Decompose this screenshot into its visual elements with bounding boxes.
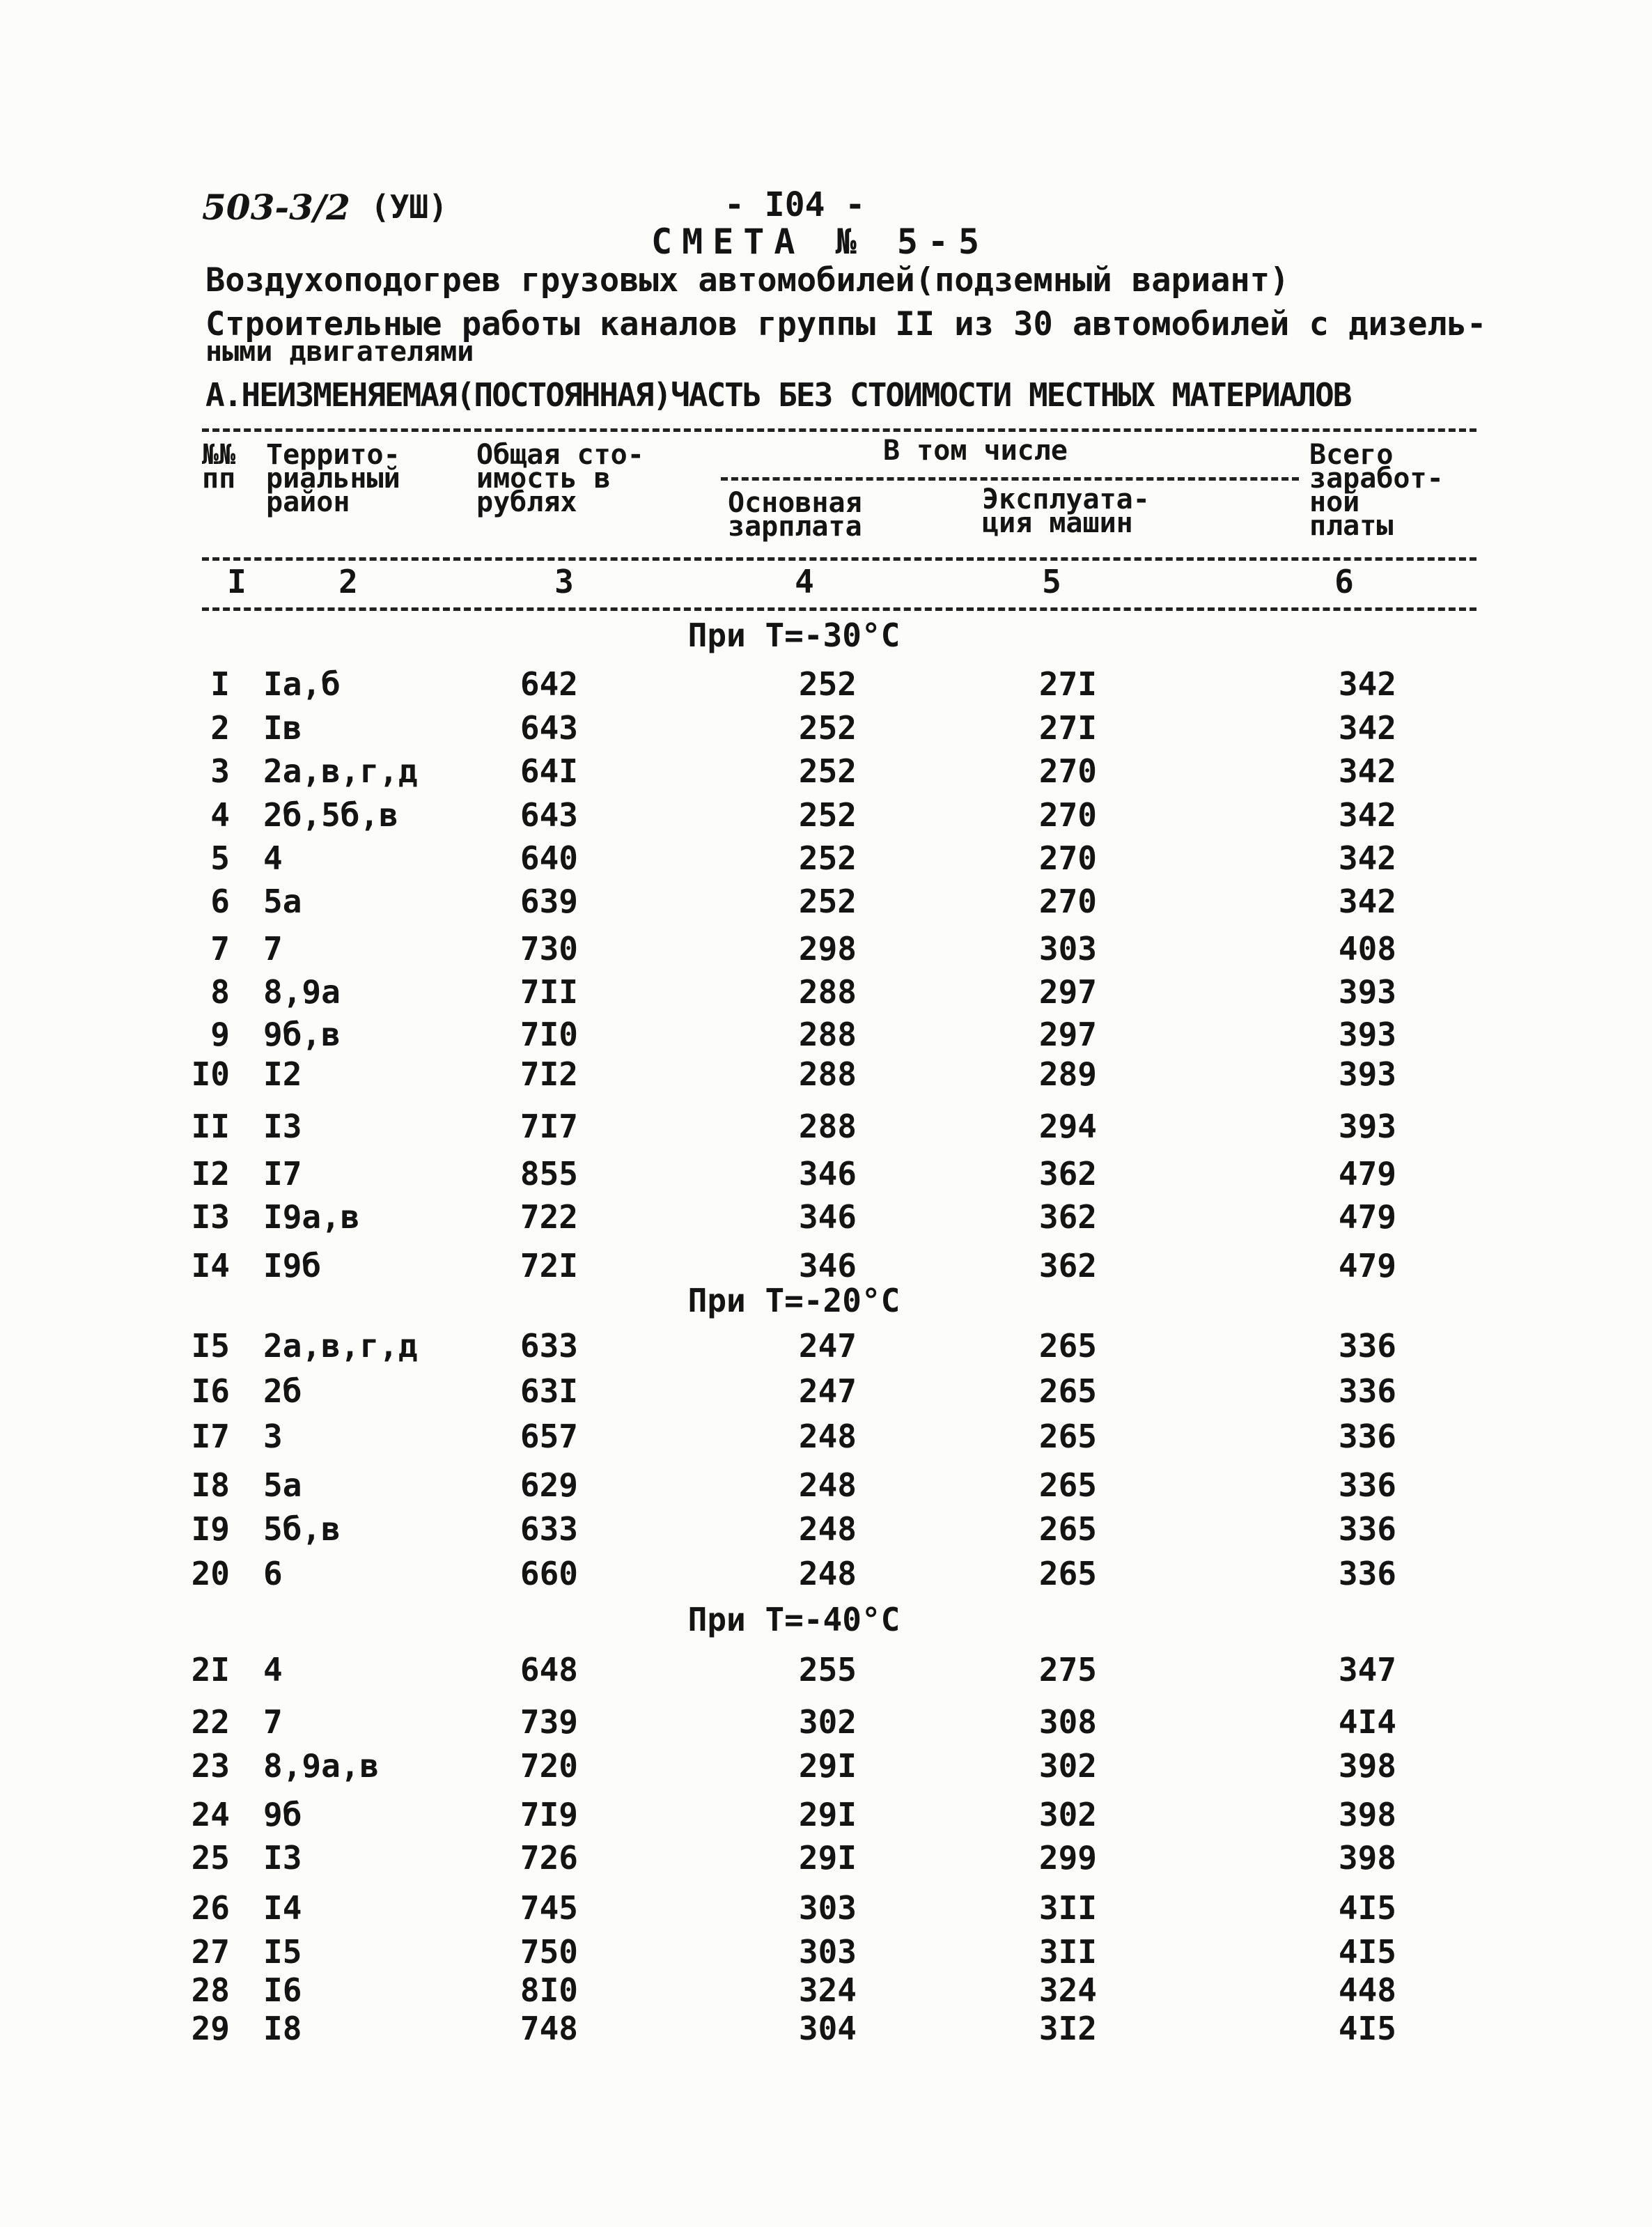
part-title: А.НЕИЗМЕНЯЕМАЯ(ПОСТОЯННАЯ)ЧАСТЬ БЕЗ СТОИМОСТИ МЕСТНЫХ МАТЕРИАЛОВ bbox=[205, 376, 1351, 414]
cell-total-cost: 748 bbox=[520, 2010, 578, 2047]
cell-row-number: I7 bbox=[191, 1418, 230, 1455]
cell-base-wages: 288 bbox=[798, 1055, 857, 1093]
cell-row-number: I6 bbox=[191, 1372, 230, 1410]
cell-total-cost: 7I7 bbox=[520, 1108, 578, 1145]
cell-total-wages: 342 bbox=[1338, 752, 1396, 790]
cell-total-wages: 393 bbox=[1338, 1108, 1396, 1145]
cell-total-cost: 64I bbox=[520, 752, 578, 790]
cell-base-wages: 29I bbox=[798, 1839, 857, 1877]
cell-machine-operation: 308 bbox=[1038, 1703, 1097, 1741]
cell-machine-operation: 362 bbox=[1038, 1247, 1097, 1285]
cell-total-wages: 398 bbox=[1338, 1796, 1396, 1833]
cell-base-wages: 255 bbox=[798, 1651, 857, 1689]
cell-base-wages: 247 bbox=[798, 1372, 857, 1410]
cell-district: 8,9а bbox=[263, 973, 341, 1011]
cell-base-wages: 288 bbox=[798, 1108, 857, 1145]
cell-base-wages: 252 bbox=[798, 796, 857, 834]
cell-total-wages: 342 bbox=[1338, 665, 1396, 703]
cell-district: I6 bbox=[263, 1971, 302, 2009]
cell-machine-operation: 275 bbox=[1038, 1651, 1097, 1689]
cell-machine-operation: 27I bbox=[1038, 665, 1097, 703]
cell-total-cost: 633 bbox=[520, 1327, 578, 1365]
cell-district: 5а bbox=[263, 883, 302, 920]
cell-machine-operation: 303 bbox=[1038, 930, 1097, 968]
cell-total-wages: 393 bbox=[1338, 1055, 1396, 1093]
cell-machine-operation: 265 bbox=[1038, 1418, 1097, 1455]
cell-row-number: 4 bbox=[210, 796, 230, 834]
cell-row-number: I3 bbox=[191, 1198, 230, 1236]
col-header-wages: Основная зарплата bbox=[728, 487, 862, 543]
cell-district: 5б,в bbox=[263, 1510, 341, 1548]
cell-base-wages: 29I bbox=[798, 1747, 857, 1785]
cell-base-wages: 247 bbox=[798, 1327, 857, 1365]
header-top-rule bbox=[202, 428, 1476, 432]
cell-district: 9б bbox=[263, 1796, 302, 1833]
cell-total-cost: 855 bbox=[520, 1155, 578, 1193]
cell-machine-operation: 362 bbox=[1038, 1198, 1097, 1236]
cell-row-number: II bbox=[191, 1108, 230, 1145]
document-section: (УШ) bbox=[371, 188, 448, 226]
cell-total-cost: 726 bbox=[520, 1839, 578, 1877]
subheader-rule bbox=[721, 477, 1299, 481]
cell-total-wages: 398 bbox=[1338, 1839, 1396, 1877]
cell-total-wages: 4I4 bbox=[1338, 1703, 1396, 1741]
cell-total-wages: 4I5 bbox=[1338, 2010, 1396, 2047]
cell-total-cost: 639 bbox=[520, 883, 578, 920]
cell-row-number: 7 bbox=[210, 930, 230, 968]
cell-total-cost: 648 bbox=[520, 1651, 578, 1689]
cell-district: 7 bbox=[263, 1703, 283, 1741]
cell-district: I3 bbox=[263, 1839, 302, 1877]
cell-machine-operation: 265 bbox=[1038, 1372, 1097, 1410]
cell-machine-operation: 3II bbox=[1038, 1889, 1097, 1927]
cell-district: I9б bbox=[263, 1247, 322, 1285]
cell-total-cost: 640 bbox=[520, 839, 578, 877]
cell-base-wages: 248 bbox=[798, 1466, 857, 1504]
title-line-1: Воздухоподогрев грузовых автомобилей(подземный вариант) bbox=[205, 261, 1290, 300]
cell-district: 3 bbox=[263, 1418, 283, 1455]
col-number-1: I bbox=[227, 563, 247, 600]
cell-row-number: 26 bbox=[191, 1889, 230, 1927]
cell-base-wages: 252 bbox=[798, 839, 857, 877]
cell-base-wages: 252 bbox=[798, 709, 857, 747]
cell-district: 4 bbox=[263, 839, 283, 877]
cell-district: I4 bbox=[263, 1889, 302, 1927]
cell-base-wages: 248 bbox=[798, 1555, 857, 1592]
cell-total-wages: 336 bbox=[1338, 1510, 1396, 1548]
cell-district: I7 bbox=[263, 1155, 302, 1193]
estimate-title: СМЕТА № 5-5 bbox=[651, 222, 990, 262]
cell-machine-operation: 27I bbox=[1038, 709, 1097, 747]
col-number-2: 2 bbox=[338, 563, 358, 600]
cell-total-cost: 722 bbox=[520, 1198, 578, 1236]
cell-total-wages: 4I5 bbox=[1338, 1889, 1396, 1927]
cell-district: 6 bbox=[263, 1555, 283, 1592]
cell-machine-operation: 299 bbox=[1038, 1839, 1097, 1877]
cell-total-cost: 745 bbox=[520, 1889, 578, 1927]
cell-row-number: I2 bbox=[191, 1155, 230, 1193]
cell-base-wages: 29I bbox=[798, 1796, 857, 1833]
cell-machine-operation: 265 bbox=[1038, 1466, 1097, 1504]
cell-base-wages: 346 bbox=[798, 1155, 857, 1193]
cell-district: 2б,5б,в bbox=[263, 796, 398, 834]
cell-total-wages: 479 bbox=[1338, 1155, 1396, 1193]
cell-row-number: I0 bbox=[191, 1055, 230, 1093]
title-line-3: ными двигателями bbox=[205, 336, 474, 368]
cell-total-wages: 336 bbox=[1338, 1555, 1396, 1592]
cell-base-wages: 298 bbox=[798, 930, 857, 968]
cell-row-number: 25 bbox=[191, 1839, 230, 1877]
cell-total-wages: 342 bbox=[1338, 796, 1396, 834]
cell-row-number: 28 bbox=[191, 1971, 230, 2009]
cell-district: 2а,в,г,д bbox=[263, 1327, 418, 1365]
cell-row-number: I9 bbox=[191, 1510, 230, 1548]
cell-row-number: 2I bbox=[191, 1651, 230, 1689]
cell-total-wages: 336 bbox=[1338, 1372, 1396, 1410]
cell-row-number: 6 bbox=[210, 883, 230, 920]
col-header-machines: Эксплуата- ция машин bbox=[982, 483, 1150, 539]
cell-row-number: 20 bbox=[191, 1555, 230, 1592]
cell-total-wages: 342 bbox=[1338, 839, 1396, 877]
cell-total-wages: 347 bbox=[1338, 1651, 1396, 1689]
cell-row-number: 29 bbox=[191, 2010, 230, 2047]
cell-total-wages: 479 bbox=[1338, 1198, 1396, 1236]
cell-district: 2а,в,г,д bbox=[263, 752, 418, 790]
col-header-district: Террито- риальный район bbox=[266, 439, 400, 518]
cell-machine-operation: 324 bbox=[1038, 1971, 1097, 2009]
cell-base-wages: 288 bbox=[798, 1016, 857, 1053]
cell-district: I5 bbox=[263, 1933, 302, 1971]
cell-base-wages: 324 bbox=[798, 1971, 857, 2009]
cell-row-number: 22 bbox=[191, 1703, 230, 1741]
cell-total-cost: 642 bbox=[520, 665, 578, 703]
cell-machine-operation: 3II bbox=[1038, 1933, 1097, 1971]
cell-district: 2б bbox=[263, 1372, 302, 1410]
cell-district: 9б,в bbox=[263, 1016, 341, 1053]
section-label: При Т=-20°С bbox=[687, 1282, 901, 1319]
section-label: При Т=-40°С bbox=[687, 1601, 901, 1638]
cell-total-wages: 336 bbox=[1338, 1466, 1396, 1504]
document-code: 503-3/2 bbox=[202, 187, 350, 228]
cell-row-number: I bbox=[210, 665, 230, 703]
cell-base-wages: 303 bbox=[798, 1933, 857, 1971]
cell-machine-operation: 362 bbox=[1038, 1155, 1097, 1193]
cell-row-number: 8 bbox=[210, 973, 230, 1011]
cell-district: 4 bbox=[263, 1651, 283, 1689]
cell-base-wages: 346 bbox=[798, 1198, 857, 1236]
cell-district: Iа,б bbox=[263, 665, 341, 703]
col-header-num: №№ пп bbox=[202, 439, 236, 495]
cell-machine-operation: 289 bbox=[1038, 1055, 1097, 1093]
cell-total-cost: 730 bbox=[520, 930, 578, 968]
cell-row-number: 3 bbox=[210, 752, 230, 790]
cell-row-number: I8 bbox=[191, 1466, 230, 1504]
cell-total-wages: 342 bbox=[1338, 883, 1396, 920]
cell-row-number: 9 bbox=[210, 1016, 230, 1053]
section-label: При Т=-30°С bbox=[687, 616, 901, 654]
cell-machine-operation: 297 bbox=[1038, 1016, 1097, 1053]
cell-district: I9а,в bbox=[263, 1198, 360, 1236]
cell-base-wages: 304 bbox=[798, 2010, 857, 2047]
cell-total-wages: 393 bbox=[1338, 973, 1396, 1011]
col-number-3: 3 bbox=[554, 563, 574, 600]
cell-total-cost: 7I2 bbox=[520, 1055, 578, 1093]
col-number-5: 5 bbox=[1042, 563, 1061, 600]
cell-total-wages: 342 bbox=[1338, 709, 1396, 747]
cell-total-wages: 448 bbox=[1338, 1971, 1396, 2009]
cell-row-number: I4 bbox=[191, 1247, 230, 1285]
cell-base-wages: 248 bbox=[798, 1510, 857, 1548]
col-header-total-cost: Общая сто- имость в рублях bbox=[476, 439, 644, 518]
cell-machine-operation: 270 bbox=[1038, 752, 1097, 790]
cell-total-cost: 720 bbox=[520, 1747, 578, 1785]
cell-row-number: 24 bbox=[191, 1796, 230, 1833]
cell-total-cost: 633 bbox=[520, 1510, 578, 1548]
cell-district: 7 bbox=[263, 930, 283, 968]
cell-total-cost: 629 bbox=[520, 1466, 578, 1504]
col-header-total-wages: Всего заработ- ной платы bbox=[1309, 439, 1444, 542]
cell-row-number: 2 bbox=[210, 709, 230, 747]
cell-total-cost: 643 bbox=[520, 796, 578, 834]
cell-total-cost: 657 bbox=[520, 1418, 578, 1455]
cell-district: Iв bbox=[263, 709, 302, 747]
cell-total-cost: 72I bbox=[520, 1247, 578, 1285]
cell-base-wages: 252 bbox=[798, 665, 857, 703]
cell-machine-operation: 302 bbox=[1038, 1796, 1097, 1833]
cell-base-wages: 288 bbox=[798, 973, 857, 1011]
cell-total-cost: 660 bbox=[520, 1555, 578, 1592]
cell-total-wages: 336 bbox=[1338, 1418, 1396, 1455]
cell-base-wages: 346 bbox=[798, 1247, 857, 1285]
header-bottom-rule bbox=[202, 607, 1476, 611]
col-number-6: 6 bbox=[1334, 563, 1354, 600]
title-line-2: Строительные работы каналов группы II из 30 автомобилей с дизель- bbox=[205, 305, 1487, 343]
cell-total-wages: 408 bbox=[1338, 930, 1396, 968]
cell-machine-operation: 265 bbox=[1038, 1555, 1097, 1592]
cell-total-cost: 643 bbox=[520, 709, 578, 747]
cell-total-wages: 4I5 bbox=[1338, 1933, 1396, 1971]
cell-row-number: I5 bbox=[191, 1327, 230, 1365]
cell-machine-operation: 294 bbox=[1038, 1108, 1097, 1145]
cell-district: I3 bbox=[263, 1108, 302, 1145]
cell-machine-operation: 270 bbox=[1038, 883, 1097, 920]
col-header-including: В том числе bbox=[883, 435, 1068, 467]
cell-district: 8,9а,в bbox=[263, 1747, 380, 1785]
cell-machine-operation: 265 bbox=[1038, 1510, 1097, 1548]
cell-base-wages: 252 bbox=[798, 752, 857, 790]
cell-total-cost: 8I0 bbox=[520, 1971, 578, 2009]
cell-row-number: 27 bbox=[191, 1933, 230, 1971]
cell-total-cost: 7I9 bbox=[520, 1796, 578, 1833]
cell-total-wages: 479 bbox=[1338, 1247, 1396, 1285]
cell-base-wages: 248 bbox=[798, 1418, 857, 1455]
cell-machine-operation: 270 bbox=[1038, 839, 1097, 877]
cell-total-cost: 750 bbox=[520, 1933, 578, 1971]
cell-total-wages: 393 bbox=[1338, 1016, 1396, 1053]
cell-machine-operation: 270 bbox=[1038, 796, 1097, 834]
cell-machine-operation: 297 bbox=[1038, 973, 1097, 1011]
cell-row-number: 23 bbox=[191, 1747, 230, 1785]
cell-base-wages: 303 bbox=[798, 1889, 857, 1927]
cell-total-cost: 63I bbox=[520, 1372, 578, 1410]
cell-total-wages: 336 bbox=[1338, 1327, 1396, 1365]
cell-base-wages: 302 bbox=[798, 1703, 857, 1741]
cell-row-number: 5 bbox=[210, 839, 230, 877]
cell-machine-operation: 302 bbox=[1038, 1747, 1097, 1785]
cell-district: I2 bbox=[263, 1055, 302, 1093]
page-number: - I04 - bbox=[724, 185, 866, 224]
cell-district: 5а bbox=[263, 1466, 302, 1504]
cell-total-cost: 7II bbox=[520, 973, 578, 1011]
cell-total-cost: 739 bbox=[520, 1703, 578, 1741]
cell-total-wages: 398 bbox=[1338, 1747, 1396, 1785]
cell-district: I8 bbox=[263, 2010, 302, 2047]
header-mid-rule bbox=[202, 557, 1476, 561]
cell-machine-operation: 3I2 bbox=[1038, 2010, 1097, 2047]
cell-total-cost: 7I0 bbox=[520, 1016, 578, 1053]
cell-machine-operation: 265 bbox=[1038, 1327, 1097, 1365]
col-number-4: 4 bbox=[795, 563, 814, 600]
cell-base-wages: 252 bbox=[798, 883, 857, 920]
